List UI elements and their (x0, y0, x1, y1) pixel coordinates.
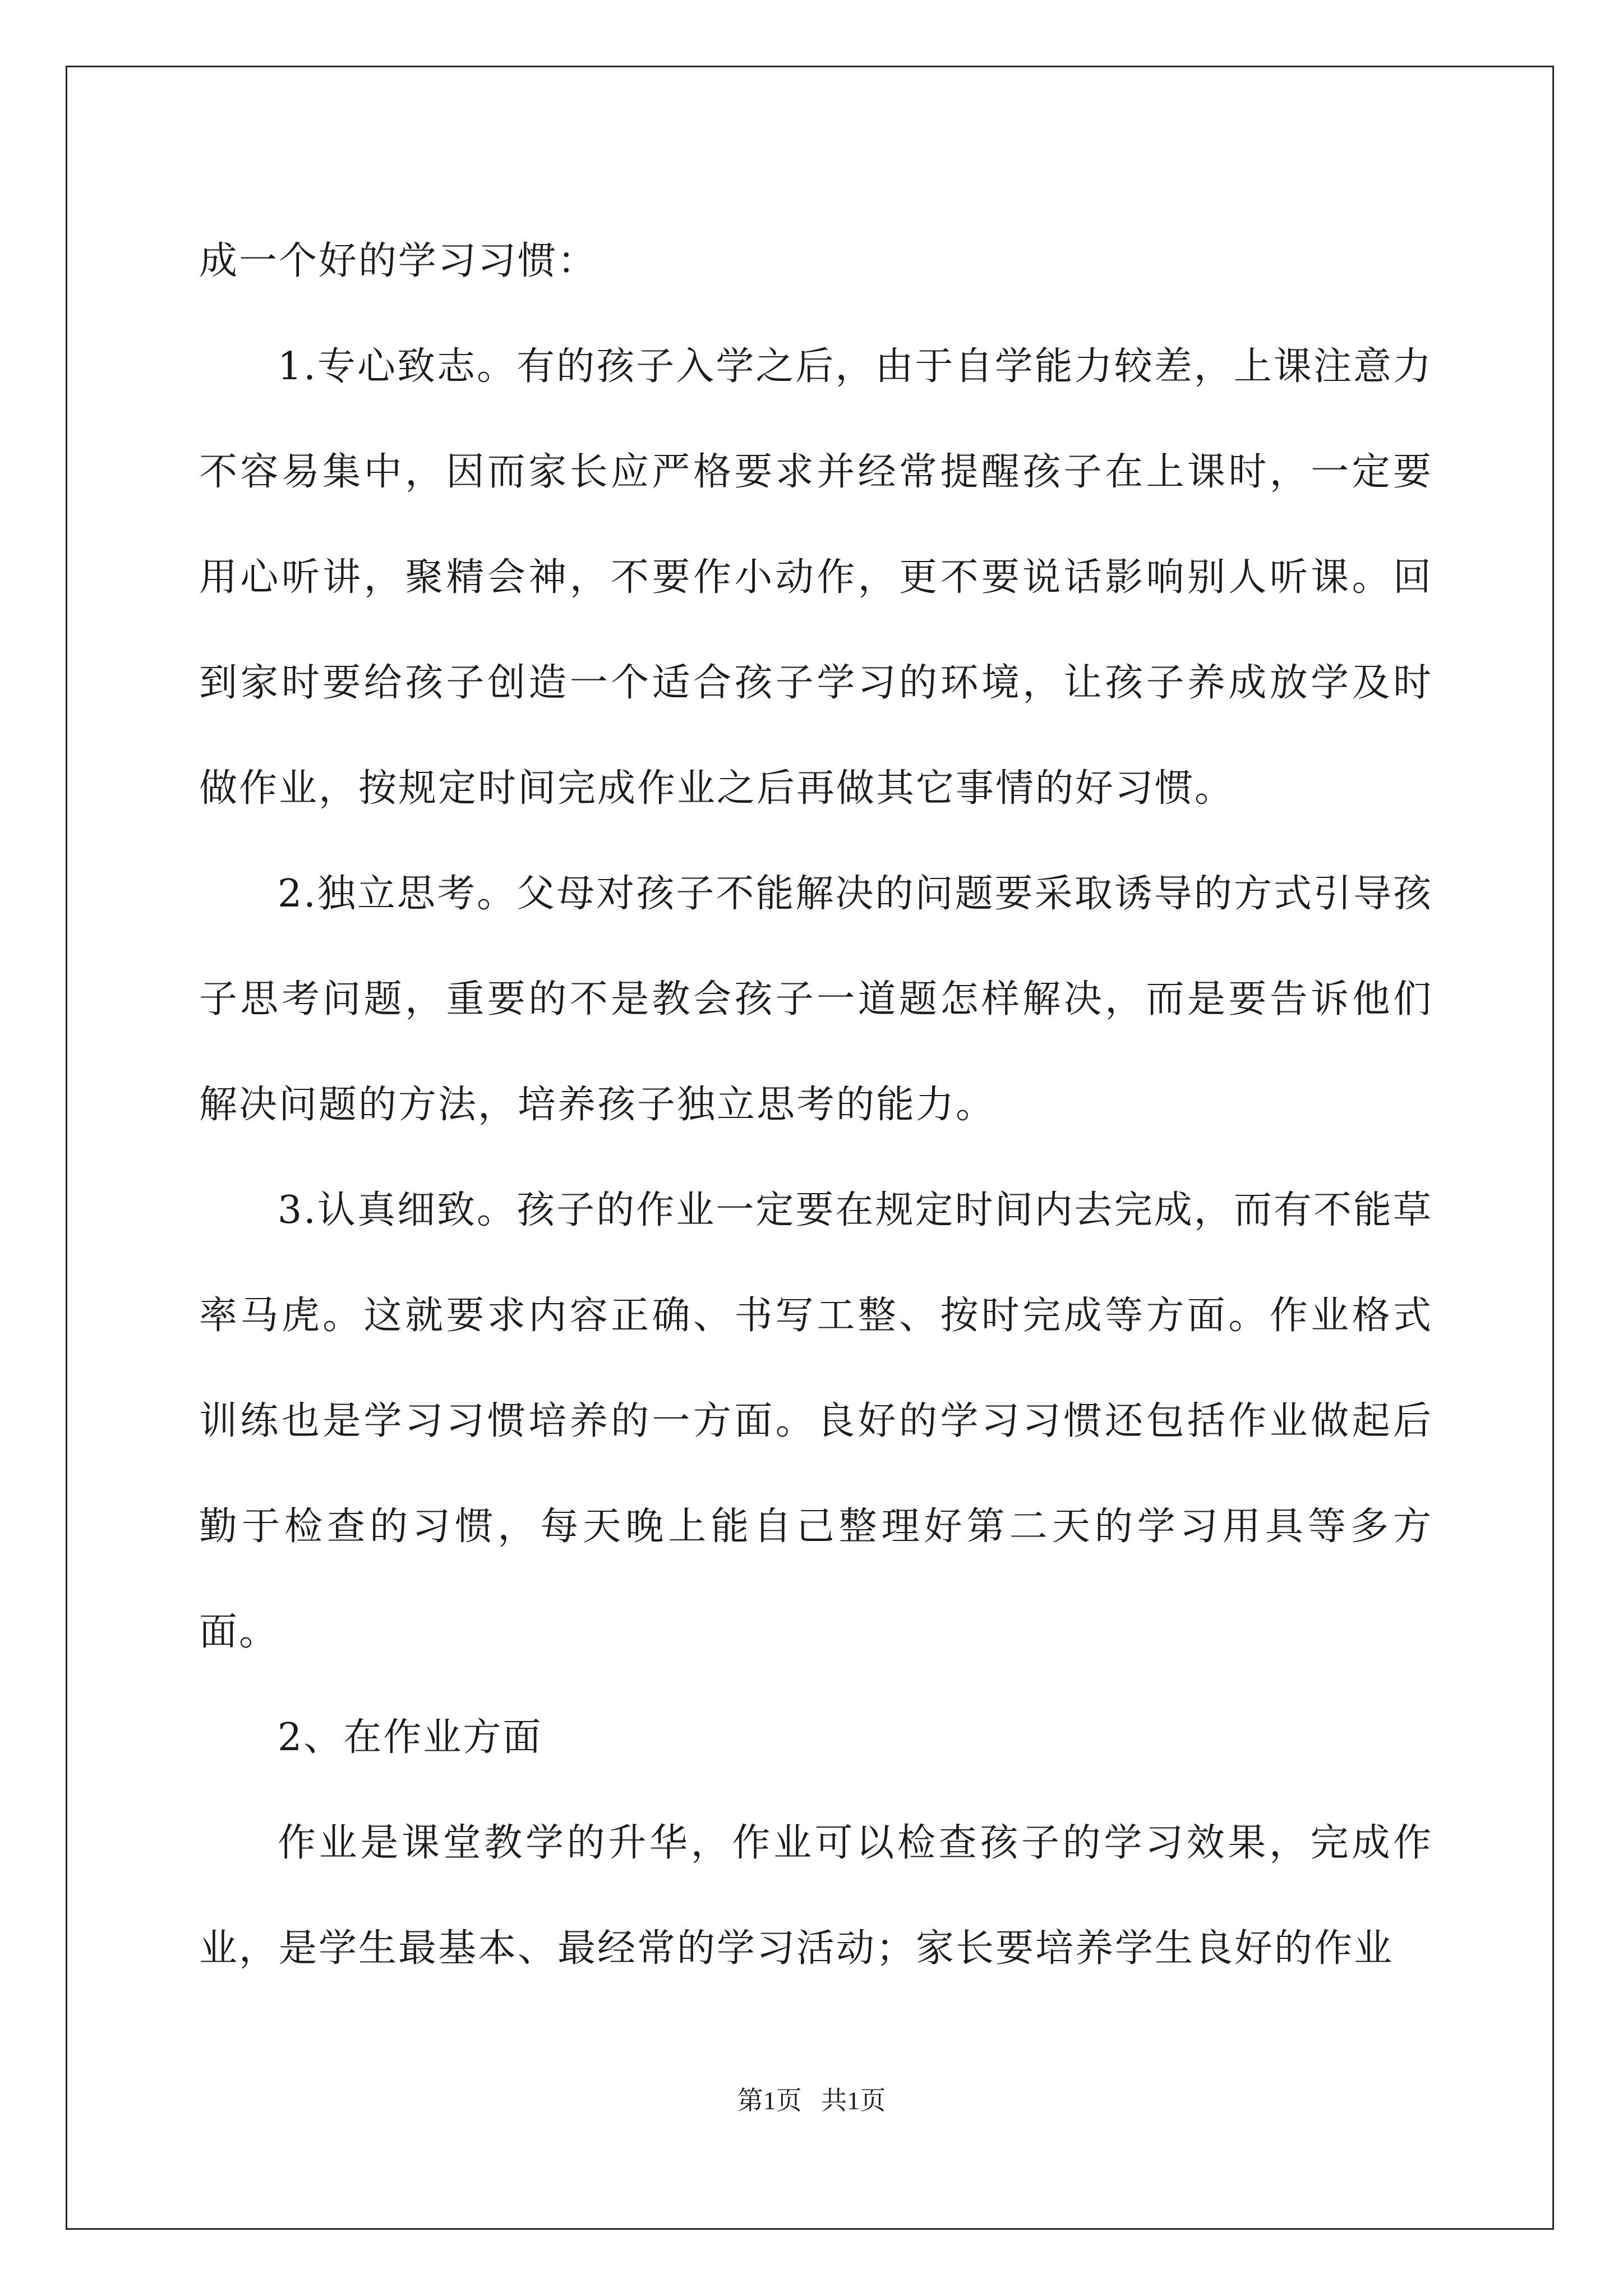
page-total: 共1页 (821, 2086, 886, 2115)
paragraph-continuation: 成一个好的学习习惯： (199, 239, 598, 283)
paragraph-item-3-carefulness: 3.认真细致。孩子的作业一定要在规定时间内去完成，而有不能草率马虎。这就要求内容正确、书写工整、按时完成等方面。作业格式训练也是学习习惯培养的一方面。良好的学习习惯还包括作业做起后勤于检查的习惯，每天晚上能自己整理好第二天的学习用具等多方面。 (199, 1188, 1433, 1654)
paragraph-item-1-focus: 1.专心致志。有的孩子入学之后，由于自学能力较差，上课注意力不容易集中，因而家长应严格要求并经常提醒孩子在上课时，一定要用心听讲，聚精会神，不要作小动作，更不要说话影响别人听课。回到家时要给孩子创造一个适合孩子学习的环境，让孩子养成放学及时做作业，按规定时间完成作业之后再做其它事情的好习惯。 (199, 344, 1433, 811)
paragraph-homework-intro: 作业是课堂教学的升华，作业可以检查孩子的学习效果，完成作业，是学生最基本、最经常的学习活动；家长要培养学生良好的作业 (199, 1821, 1433, 1971)
page-footer (0, 2084, 1623, 2118)
section-heading-homework: 2、在作业方面 (278, 1715, 543, 1760)
page-number: 第1页 (737, 2086, 802, 2115)
paragraph-item-2-independent-thinking: 2.独立思考。父母对孩子不能解决的问题要采取诱导的方式引导孩子思考问题，重要的不是教会孩子一道题怎样解决，而是要告诉他们解决问题的方法，培养孩子独立思考的能力。 (199, 872, 1433, 1127)
document-body (199, 213, 1433, 2001)
